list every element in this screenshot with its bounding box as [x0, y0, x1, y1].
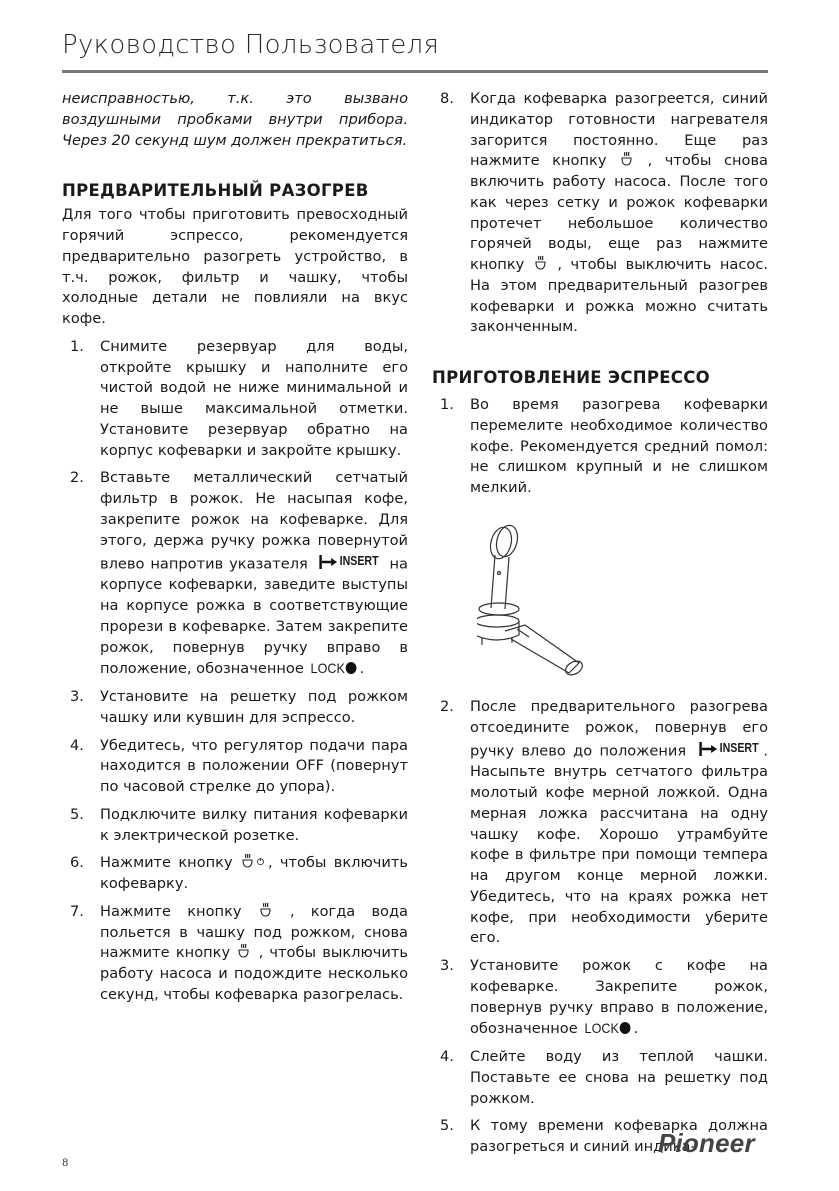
- step-text: Нажмите кнопку: [100, 902, 258, 920]
- step-text: , когда вода польется в чашку под рожком, снова нажмите кнопку: [100, 902, 409, 962]
- list-item: [62, 687, 408, 729]
- section-heading-espresso: ПРИГОТОВЛЕНИЕ ЭСПРЕССО: [432, 368, 710, 387]
- page-header-title: Руководство Пользователя: [62, 30, 440, 60]
- lock-label: LOCK: [311, 660, 346, 677]
- step-text: , чтобы снова включить работу насоса. После того как через сетку и рожок кофеварки протечет небольшое количество горячей воды, еще раз нажмите кнопку: [470, 152, 768, 273]
- step-text: Подключите вилку питания кофеварки к электрической розетке.: [100, 805, 408, 844]
- step-number: 4.: [70, 736, 84, 754]
- list-item: [62, 805, 408, 847]
- insert-label: INSERT: [339, 554, 379, 569]
- list-item: [432, 697, 768, 949]
- espresso-steps-b: [432, 697, 768, 1158]
- coffee-cup-power-icon: [240, 854, 268, 871]
- espresso-steps-a: [432, 395, 768, 499]
- list-item: [62, 468, 408, 680]
- preheat-steps-continued: [432, 89, 768, 338]
- step-number: 5.: [70, 805, 84, 823]
- step-number: 4.: [440, 1048, 454, 1066]
- step-text: Снимите резервуар для воды, откройте крышку и наполните его чистой водой не ниже минимальной и не выше максимальной отметки. Установите резервуар обратно на корпус кофеварки и закройте крышку.: [100, 337, 408, 459]
- step-text: , чтобы выключить работу насоса и подождите несколько секунд, чтобы кофеварка разогрелась.: [100, 944, 408, 1003]
- section-heading-preheat: ПРЕДВАРИТЕЛЬНЫЙ РАЗОГРЕВ: [62, 181, 369, 201]
- right-column: [432, 89, 768, 1158]
- step-text: Вставьте металлический сетчатый фильтр в рожок. Не насыпая кофе, закрепите рожок на кофеварке. Для этого, держа ручку рожка повернутой влево напротив указателя: [100, 469, 408, 573]
- step-text: К тому времени кофеварка должна разогреться и синий индика-: [470, 1117, 768, 1156]
- step-number: 1.: [440, 396, 454, 413]
- insert-arrow-icon: [319, 551, 378, 572]
- header-divider: [62, 70, 768, 73]
- step-number: 8.: [440, 90, 454, 107]
- list-item: [62, 736, 408, 798]
- coffee-cup-icon: [258, 903, 274, 920]
- brand-logo: Pioneer: [658, 1128, 755, 1158]
- page-number: 8: [62, 1158, 69, 1169]
- step-text: , чтобы включить кофеварку.: [100, 854, 409, 893]
- step-text: на корпусе кофеварки, заведите выступы на корпусе рожка в соответствующие прорези в кофеварке. Затем закрепите рожок, повернув ручку вправо в положение, обозначенное: [100, 555, 408, 678]
- lock-position-icon: [311, 658, 357, 679]
- insert-arrow-icon: [699, 738, 758, 759]
- step-text: Установите на решетку под рожком чашку или кувшин для эспрессо.: [100, 688, 408, 726]
- coffee-cup-icon: [236, 944, 252, 961]
- preheat-steps: [62, 337, 408, 1006]
- step-number: 2.: [70, 469, 84, 487]
- step-text: Убедитесь, что регулятор подачи пара находится в положении OFF (повернут по часовой стрелке до упора).: [100, 736, 408, 796]
- step-text: , чтобы выключить насос. На этом предварительный разогрев кофеварки и рожка можно считать законченным.: [470, 256, 768, 336]
- step-number: 3.: [70, 688, 84, 706]
- step-number: 6.: [70, 854, 84, 872]
- step-number: 3.: [440, 957, 454, 975]
- list-item: [432, 395, 768, 499]
- step-number: 7.: [70, 902, 84, 920]
- step-text: Когда кофеварка разогреется, синий индикатор готовности нагревателя загорится постоянно. Еще раз нажмите кнопку: [470, 90, 768, 170]
- step-text: Нажмите кнопку: [100, 854, 240, 872]
- step-text: После предварительного разогрева отсоедините рожок, повернув его ручку влево до положения: [470, 697, 768, 760]
- coffee-cup-icon: [619, 152, 635, 169]
- lock-dot-icon: [620, 1022, 631, 1034]
- list-item: [62, 853, 408, 895]
- step-number: 1.: [70, 337, 84, 355]
- step-text: Слейте воду из теплой чашки. Поставьте ее снова на решетку под рожком.: [470, 1048, 768, 1107]
- list-item: [62, 337, 408, 462]
- step-number: 2.: [440, 697, 454, 715]
- lock-label: LOCK: [584, 1020, 620, 1037]
- step-text: . Насыпьте внутрь сетчатого фильтра молотый кофе мерной ложкой. Одна мерная ложка рассчитана на одну чашку кофе. Хорошо утрамбуйте кофе в фильтре при помощи темпера на другом конце мерной ложки. Убедитесь, что на краях рожка нет кофе, при необходимости уберите его.: [470, 742, 768, 947]
- coffee-cup-icon: [533, 256, 549, 273]
- list-item: [62, 902, 408, 1006]
- step-text: .: [359, 660, 365, 678]
- list-item: [432, 89, 768, 338]
- insert-label: INSERT: [719, 741, 759, 756]
- step-number: 5.: [440, 1117, 454, 1135]
- list-item: [432, 1047, 768, 1109]
- lock-dot-icon: [346, 662, 357, 674]
- list-item: [432, 956, 768, 1040]
- step-text: .: [633, 1020, 639, 1038]
- preheat-paragraph: Для того чтобы приготовить превосходный горячий эспрессо, рекомендуется предварительно разогреть устройство, в т.ч. рожок, фильтр и чашку, чтобы холодные детали не повлияли на вкус кофе.: [62, 206, 408, 327]
- lock-position-icon: [585, 1018, 631, 1039]
- intro-paragraph: неисправностью, т.к. это вызвано воздушными пробками внутри прибора. Через 20 секунд шум должен прекратиться.: [62, 90, 408, 149]
- portafilter-tamper-illustration: [477, 513, 627, 683]
- step-text: Установите рожок с кофе на кофеварке. Закрепите рожок, повернув ручку вправо в положение, обозначенное: [470, 957, 768, 1038]
- step-text: Во время разогрева кофеварки перемелите необходимое количество кофе. Рекомендуется средний помол: не слишком крупный и не слишком мелкий.: [470, 396, 768, 496]
- left-column: [62, 89, 408, 1006]
